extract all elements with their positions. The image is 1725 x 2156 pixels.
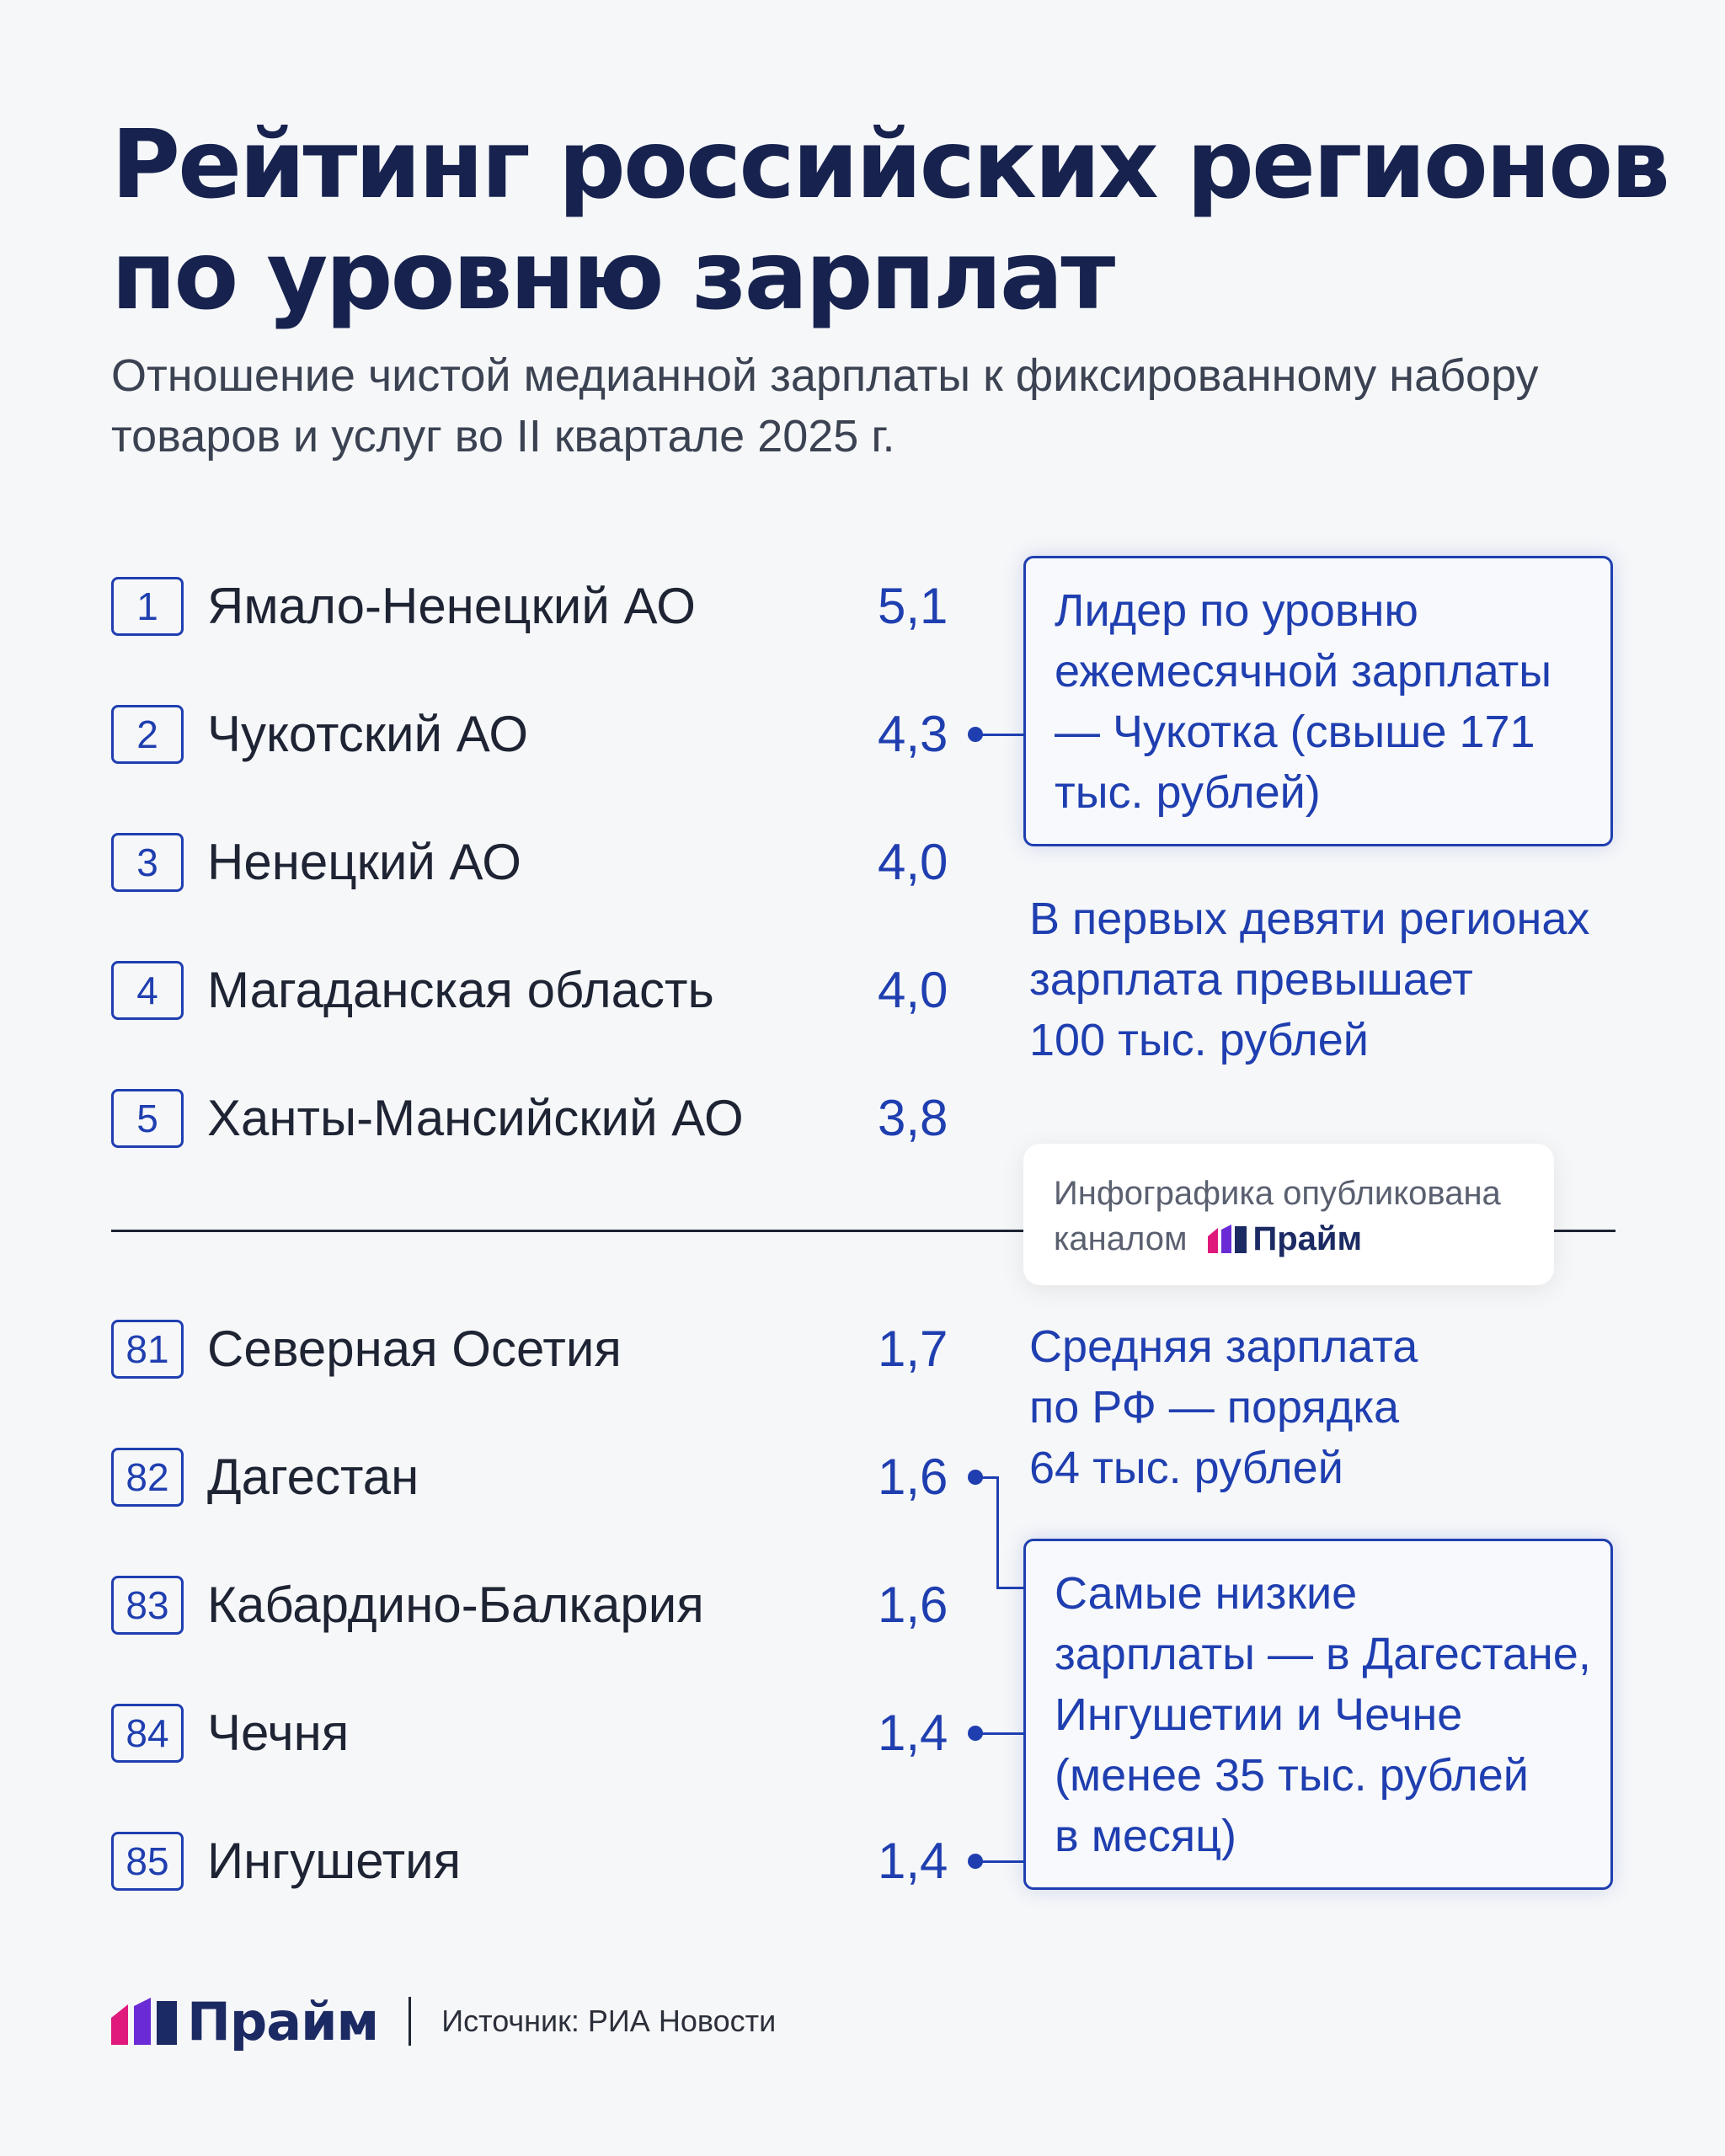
callout-line: Лидер по уровню [1055, 585, 1418, 636]
region-name: Чечня [207, 1705, 350, 1761]
list-item [111, 1700, 979, 1767]
list-item [111, 573, 979, 640]
prime-logo-small [1208, 1216, 1363, 1262]
callout-line: тыс. рублей) [1055, 767, 1321, 818]
average-salary-note [1029, 1316, 1418, 1498]
region-value: 1,6 [878, 1449, 948, 1505]
rank-badge: 85 [111, 1832, 184, 1891]
footer [111, 1986, 776, 2057]
region-value: 1,4 [878, 1705, 948, 1761]
published-line-2 [1054, 1216, 1524, 1262]
list-item [111, 957, 979, 1024]
callout-line: Самые низкие [1055, 1568, 1358, 1619]
callout-line: ежемесячной зарплаты [1055, 646, 1552, 696]
subtitle [111, 345, 1627, 467]
region-value: 4,0 [878, 834, 948, 890]
connector-line [977, 1732, 1028, 1735]
lowest-callout [1023, 1539, 1613, 1890]
connector-line [996, 1476, 999, 1589]
callout-line: Ингушетии и Чечне [1055, 1689, 1463, 1740]
list-item [111, 1828, 979, 1895]
note-line: 64 тыс. рублей [1029, 1443, 1343, 1493]
title-line-2: по уровню зарплат [111, 221, 1114, 331]
rank-badge: 81 [111, 1320, 184, 1379]
prime-brand-name: Прайм [1252, 1220, 1363, 1257]
region-name: Ямало-Ненецкий АО [207, 578, 696, 634]
region-value: 1,6 [878, 1577, 948, 1633]
connector-line [977, 1860, 1028, 1863]
region-name: Северная Осетия [207, 1321, 622, 1377]
region-value: 4,0 [878, 962, 948, 1018]
source-label: Источник: РИА Новости [441, 2004, 777, 2038]
region-name: Кабардино-Балкария [207, 1577, 704, 1633]
subtitle-line-1: Отношение чистой медианной зарплаты к фиксированному набору [111, 350, 1539, 401]
region-value: 4,3 [878, 706, 948, 762]
title-line-1: Рейтинг российских регионов [111, 110, 1669, 220]
first-nine-note [1029, 889, 1589, 1070]
list-item [111, 1444, 979, 1511]
published-channel-label: каналом [1054, 1220, 1188, 1257]
region-value: 1,7 [878, 1321, 948, 1377]
list-item [111, 1315, 979, 1383]
region-name: Ингушетия [207, 1833, 462, 1889]
region-name: Ненецкий АО [207, 834, 521, 890]
note-line: по РФ — порядка [1029, 1382, 1400, 1433]
callout-line: — Чукотка (свыше 171 [1055, 707, 1535, 757]
callout-line: в месяц) [1055, 1811, 1236, 1861]
region-value: 3,8 [878, 1090, 948, 1146]
rank-badge: 5 [111, 1089, 184, 1148]
list-item [111, 701, 979, 768]
published-card [1023, 1144, 1554, 1285]
prime-brand-name: Прайм [187, 1990, 379, 2052]
rank-badge: 1 [111, 577, 184, 636]
region-value: 1,4 [878, 1833, 948, 1889]
region-name: Дагестан [207, 1449, 419, 1505]
published-line-1: Инфографика опубликована [1054, 1175, 1501, 1212]
note-line: 100 тыс. рублей [1029, 1015, 1369, 1065]
rank-badge: 2 [111, 705, 184, 764]
rank-badge: 83 [111, 1576, 184, 1635]
prime-logo-icon [1208, 1225, 1247, 1253]
callout-line: (менее 35 тыс. рублей [1055, 1750, 1529, 1801]
list-item [111, 1572, 979, 1639]
rank-badge: 4 [111, 961, 184, 1020]
list-item [111, 1085, 979, 1152]
connector-line [977, 734, 1028, 736]
region-name: Ханты-Мансийский АО [207, 1090, 744, 1146]
region-name: Магаданская область [207, 962, 714, 1018]
note-line: Средняя зарплата [1029, 1321, 1418, 1372]
rank-badge: 3 [111, 833, 184, 892]
page-title [111, 109, 1669, 332]
note-line: зарплата превышает [1029, 954, 1473, 1005]
footer-separator [409, 1997, 411, 2046]
region-value: 5,1 [878, 578, 948, 634]
rank-badge: 82 [111, 1448, 184, 1507]
prime-logo-icon [111, 1998, 177, 2045]
list-item [111, 829, 979, 896]
note-line: В первых девяти регионах [1029, 894, 1590, 944]
subtitle-line-2: товаров и услуг во II квартале 2025 г. [111, 411, 895, 462]
callout-line: зарплаты — в Дагестане, [1055, 1629, 1591, 1679]
region-name: Чукотский АО [207, 706, 529, 762]
leader-callout [1023, 556, 1613, 846]
rank-badge: 84 [111, 1704, 184, 1763]
